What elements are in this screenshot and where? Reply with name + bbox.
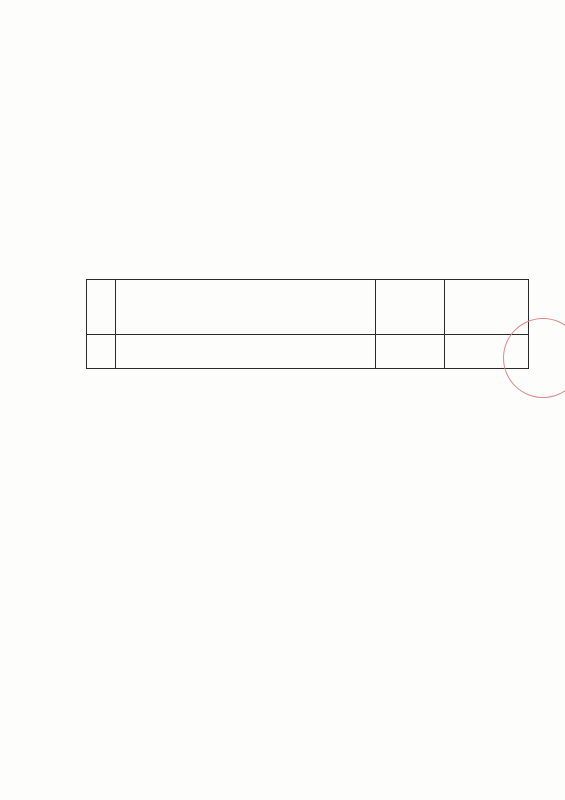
table-header-row: [87, 280, 529, 335]
row-max: [376, 335, 445, 369]
header-tt: [87, 280, 116, 335]
header-max: [376, 280, 445, 335]
score-table: [86, 279, 529, 369]
table-body: [87, 335, 529, 369]
header-content: [116, 280, 376, 335]
row-content: [116, 335, 376, 369]
row-tt: [87, 335, 116, 369]
header-score: [445, 280, 529, 335]
table-row: [87, 335, 529, 369]
